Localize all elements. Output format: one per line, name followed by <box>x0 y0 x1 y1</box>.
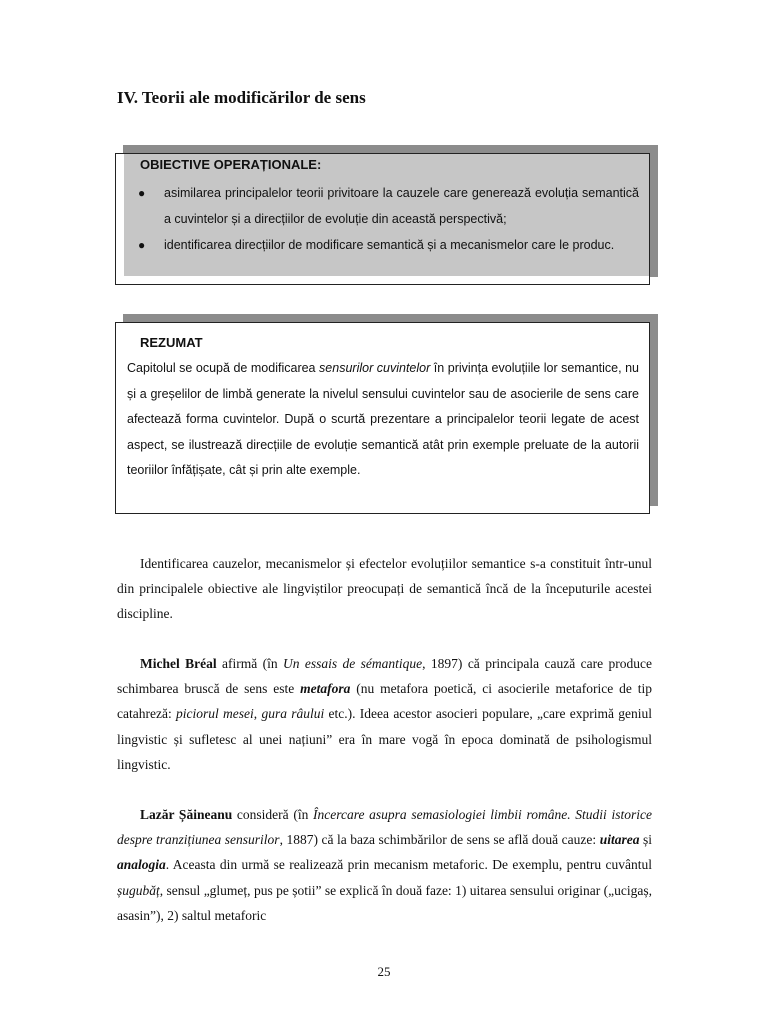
objectives-item-text: asimilarea principalelor teorii privitoare la cauzele care generează evoluția semantică a cuvintelor și a direcțiilor de evoluție din această perspectivă; <box>164 186 639 226</box>
objectives-list <box>136 180 639 258</box>
work-title: Încercare asupra semasiologiei limbii române. Studii istorice despre tranzițiunea sensurilor <box>117 807 652 848</box>
body-paragraph-1: Identificarea cauzelor, mecanismelor și efectelor evoluțiilor semantice s-a constituit într-unul din principalele obiective ale lingviștilor preocupați de semantică încă de la începuturile acestei discipline. <box>117 556 652 622</box>
body-paragraph-saineanu: Lazăr Șăineanu consideră (în Încercare asupra semasiologiei limbii române. Studii istorice despre tranzițiunea sensurilor, 1887) că la baza schimbărilor de sens se află două cauze: uitarea și analogia. Aceasta din urmă se realizează prin mecanism metaforic. De exemplu, pentru cuvântul șugubăț, sensul „glumeț, pus pe șotii” se explică în două faze: 1) uitarea sensului originar („ucigaș, asasin”), 2) saltul metaforic <box>117 807 652 923</box>
summary-box-frame <box>115 322 650 514</box>
key-term: uitarea <box>599 832 640 848</box>
chapter-heading: IV. Teorii ale modificărilor de sens <box>117 88 366 107</box>
bullet-icon: ● <box>138 238 146 252</box>
key-term: metafora <box>300 681 351 697</box>
author-name: Lazăr Șăineanu <box>140 807 233 822</box>
author-name: Michel Bréal <box>140 656 217 671</box>
summary-box <box>115 322 650 514</box>
objectives-item <box>136 180 639 232</box>
objectives-item-text: identificarea direcțiilor de modificare semantică și a mecanismelor care le produc. <box>164 238 615 252</box>
example: piciorul mesei <box>176 706 254 722</box>
example: gura râului <box>261 706 325 722</box>
objectives-box-frame <box>115 153 650 285</box>
summary-title: REZUMAT <box>140 335 203 350</box>
objectives-box <box>115 153 650 285</box>
work-title: Un essais de sémantique <box>283 656 423 671</box>
page-number: 25 <box>377 964 391 979</box>
objectives-title: OBIECTIVE OPERAȚIONALE: <box>140 157 322 172</box>
summary-text: Capitolul se ocupă de modificarea sensurilor cuvintelor în privința evoluțiile lor semantice, nu și a greșelilor de limbă generate la nivelul sensului cuvintelor sau de asocierile de sens care afectează forma cuvintelor. După o scurtă prezentare a principalelor teorii legate de acest aspect, se ilustrează direcțiile de evoluție semantică atât prin exemple preluate de la autorii teoriilor înfățișate, cât și prin alte exemple. <box>127 361 640 477</box>
bullet-icon: ● <box>138 186 146 200</box>
key-term: analogia <box>117 857 166 873</box>
summary-emphasis: sensurilor cuvintelor <box>319 361 431 375</box>
example-word: șugubăț <box>117 882 160 898</box>
objectives-item <box>136 232 639 258</box>
body-paragraph-breal: Michel Bréal afirmă (în Un essais de sémantique, 1897) că principala cauză care produce schimbarea bruscă de sens este metafora (nu metafora poetică, ci asocierile metaforice de tip catahreză: piciorul mesei, gura râului etc.). Ideea acestor asocieri populare, „care exprimă geniul lingvistic și sufletesc al unei națiuni” era în mare vogă în epoca dominată de psihologismul lingvistic. <box>117 656 652 772</box>
